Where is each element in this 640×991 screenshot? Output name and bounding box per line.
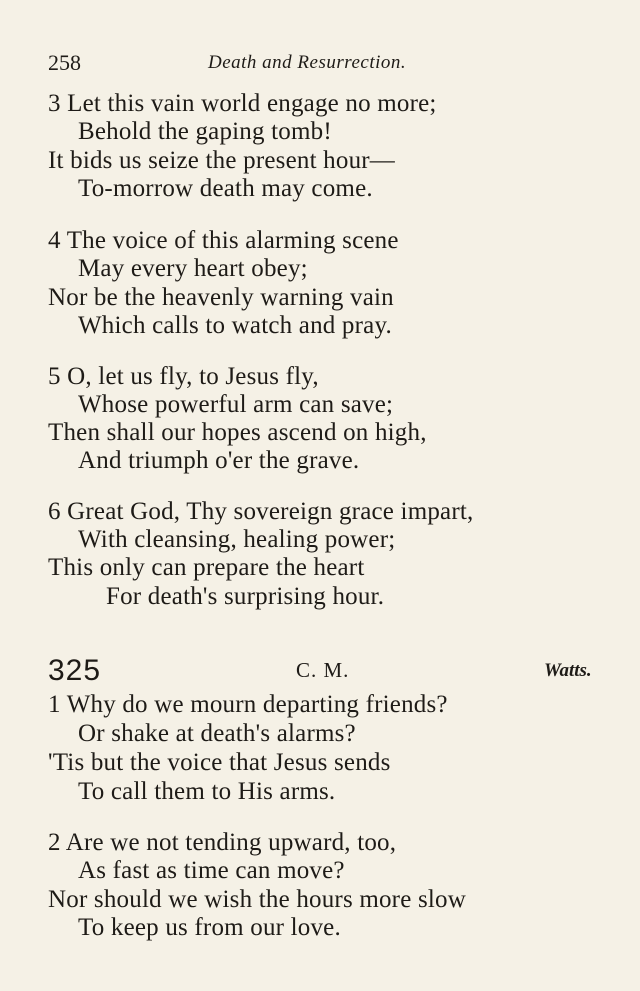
stanza-4-line-4: Which calls to watch and pray. (78, 312, 392, 339)
hymn-325-stanza-2-line-4: To keep us from our love. (78, 914, 341, 941)
hymn-325-stanza-1-line-1: 1 Why do we mourn departing friends? (48, 691, 448, 718)
stanza-6-line-1: 6 Great God, Thy sovereign grace impart, (48, 498, 474, 525)
hymn-325-stanza-2-line-2: As fast as time can move? (78, 857, 345, 884)
page-header (48, 50, 640, 78)
stanza-5-line-4: And triumph o'er the grave. (78, 447, 360, 474)
stanza-4-line-2: May every heart obey; (78, 255, 308, 282)
stanza-6-line-2: With cleansing, healing power; (78, 526, 396, 553)
stanza-6-line-4: For death's surprising hour. (106, 583, 385, 610)
stanza-6-line-3: This only can prepare the heart (48, 554, 365, 581)
stanza-4-line-1: 4 The voice of this alarming scene (48, 227, 399, 254)
stanza-5-line-2: Whose powerful arm can save; (78, 391, 394, 418)
hymn-325-stanza-1-line-4: To call them to His arms. (78, 778, 336, 805)
hymn-number: 325 (48, 654, 102, 687)
hymn-325-stanza-1-line-3: 'Tis but the voice that Jesus sends (48, 749, 391, 776)
stanza-5-line-1: 5 O, let us fly, to Jesus fly, (48, 363, 319, 390)
stanza-3-line-4: To-morrow death may come. (78, 175, 373, 202)
hymn-author: Watts. (544, 660, 592, 681)
hymn-325-stanza-2-line-3: Nor should we wish the hours more slow (48, 886, 466, 913)
stanza-3-line-3: It bids us seize the present hour— (48, 147, 395, 174)
running-title: Death and Resurrection. (208, 52, 407, 73)
stanza-3-line-1: 3 Let this vain world engage no more; (48, 90, 437, 117)
page-number: 258 (48, 50, 81, 75)
stanza-4-line-3: Nor be the heavenly warning vain (48, 284, 394, 311)
stanza-3-line-2: Behold the gaping tomb! (78, 118, 332, 145)
hymn-325-stanza-2-line-1: 2 Are we not tending upward, too, (48, 829, 397, 856)
stanza-5-line-3: Then shall our hopes ascend on high, (48, 419, 427, 446)
hymn-meter: C. M. (296, 658, 350, 682)
hymn-325-stanza-1-line-2: Or shake at death's alarms? (78, 720, 356, 747)
